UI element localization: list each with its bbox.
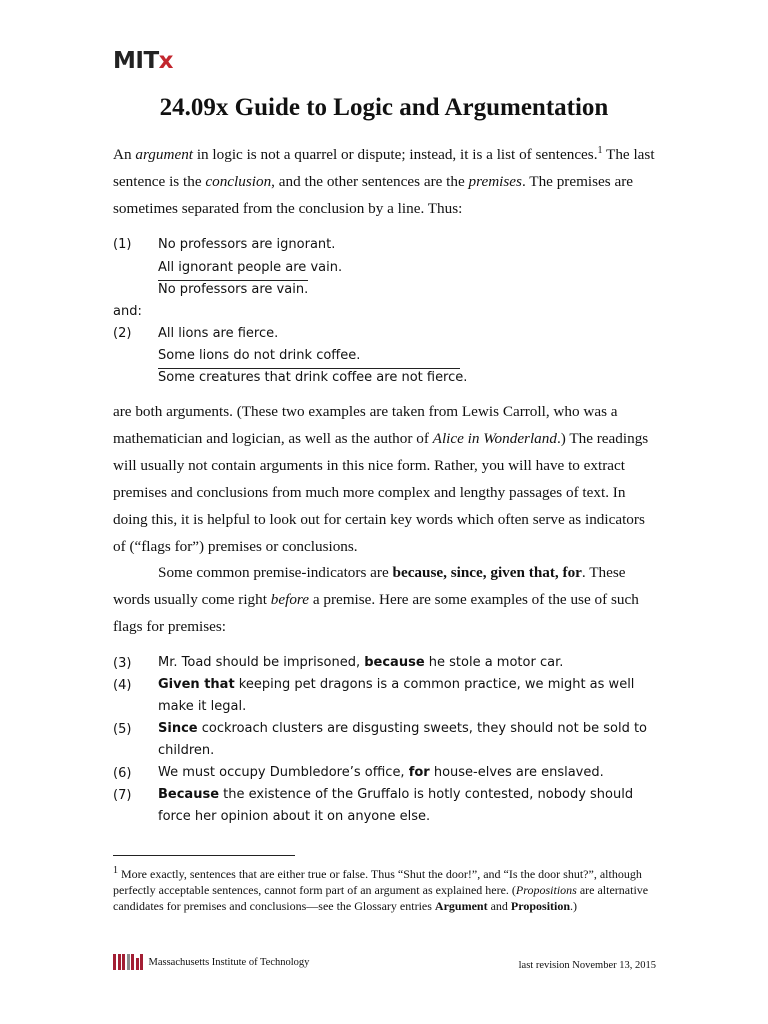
example-5 bbox=[158, 718, 658, 762]
footnote-text-1: More exactly, sentences that are either true or false. Thus “Shut the door!”, and “Is the door shut?”, although perfectly acceptable sentences, cannot form part of an argument as explained here. ( bbox=[113, 867, 642, 897]
example-7-post: the existence of the Gruffalo is hotly contested, nobody should force her opinion about it on anyone else. bbox=[158, 787, 634, 824]
argument-1-number: (1) bbox=[113, 237, 132, 252]
argument-2-divider bbox=[158, 368, 460, 369]
example-4 bbox=[158, 674, 658, 718]
example-3-post: he stole a motor car. bbox=[424, 655, 564, 670]
example-3-number: (3) bbox=[113, 656, 132, 671]
document-title: 24.09x Guide to Logic and Argumentation bbox=[159, 94, 609, 121]
example-4-keyword: Given that bbox=[158, 677, 235, 692]
glossary-entry-argument: Argument bbox=[434, 899, 488, 913]
example-3-keyword: because bbox=[364, 655, 425, 670]
mitx-logo bbox=[113, 50, 173, 73]
mit-logo-icon bbox=[113, 954, 145, 970]
explanation-paragraph bbox=[113, 398, 658, 560]
glossary-entry-proposition: Proposition bbox=[510, 899, 571, 913]
footnote bbox=[113, 866, 658, 914]
example-7-number: (7) bbox=[113, 788, 132, 803]
example-6-post: house-elves are enslaved. bbox=[429, 765, 604, 780]
example-3-pre: Mr. Toad should be imprisoned, bbox=[158, 655, 365, 670]
revision-date: last revision November 13, 2015 bbox=[518, 960, 656, 971]
argument-2-conclusion: Some creatures that drink coffee are not fierce. bbox=[158, 370, 468, 385]
indicators-text-1: Some common premise-indicators are bbox=[158, 564, 393, 581]
example-5-post: cockroach clusters are disgusting sweets, they should not be sold to children. bbox=[158, 721, 647, 758]
intro-paragraph bbox=[113, 141, 658, 222]
example-5-number: (5) bbox=[113, 722, 132, 737]
example-5-keyword: Since bbox=[158, 721, 198, 736]
example-6-pre: We must occupy Dumbledore’s office, bbox=[158, 765, 409, 780]
logo-x: x bbox=[158, 48, 173, 74]
logo-prefix: MIT bbox=[113, 48, 159, 74]
term-conclusion: conclusion bbox=[205, 173, 272, 190]
term-propositions: Propositions bbox=[515, 883, 577, 897]
argument-1-conclusion: No professors are vain. bbox=[158, 282, 309, 297]
example-7 bbox=[158, 784, 658, 828]
example-6-keyword: for bbox=[408, 765, 430, 780]
intro-text-5: . The premises are sometimes separated from the conclusion by a line. Thus: bbox=[113, 173, 634, 217]
intro-text-1: An bbox=[113, 146, 136, 163]
indicators-text-2: . These words usually come right bbox=[113, 564, 626, 608]
argument-2-number: (2) bbox=[113, 326, 132, 341]
argument-1-divider bbox=[158, 280, 308, 281]
term-premises: premises bbox=[468, 173, 522, 190]
institution-name: Massachusetts Institute of Technology bbox=[148, 956, 310, 968]
and-label: and: bbox=[113, 304, 142, 319]
example-6-number: (6) bbox=[113, 766, 132, 781]
footnote-text-3: and bbox=[487, 899, 511, 913]
explanation-text-1: are both arguments. (These two examples are taken from Lewis Carroll, who was a mathematician and logician, as well as the author of bbox=[113, 403, 618, 447]
term-before: before bbox=[270, 591, 310, 608]
footnote-text-2: are alternative candidates for premises and conclusions—see the Glossary entries bbox=[113, 883, 649, 913]
book-title: Alice in Wonderland bbox=[432, 430, 557, 447]
argument-1-premise-1: No professors are ignorant. bbox=[158, 237, 336, 252]
example-4-post: keeping pet dragons is a common practice, we might as well make it legal. bbox=[158, 677, 635, 714]
indicators-text-3: a premise. Here are some examples of the use of such flags for premises: bbox=[113, 591, 639, 635]
footnote-marker: 1 bbox=[113, 865, 118, 876]
footnote-reference[interactable]: 1 bbox=[597, 144, 603, 156]
footnote-divider bbox=[113, 855, 295, 856]
intro-text-4: , and the other sentences are the bbox=[271, 173, 469, 190]
premise-indicator-keywords: because, since, given that, for bbox=[392, 564, 582, 581]
footer-institution bbox=[113, 954, 309, 970]
intro-text-2: in logic is not a quarrel or dispute; instead, it is a list of sentences. bbox=[193, 146, 598, 163]
argument-2-premise-1: All lions are fierce. bbox=[158, 326, 279, 341]
example-7-keyword: Because bbox=[158, 787, 220, 802]
term-argument: argument bbox=[135, 146, 194, 163]
footnote-text-4: .) bbox=[570, 899, 578, 913]
example-3 bbox=[158, 652, 658, 674]
intro-text-3: The last sentence is the bbox=[113, 146, 655, 190]
example-4-number: (4) bbox=[113, 678, 132, 693]
explanation-text-2: .) The readings will usually not contain arguments in this nice form. Rather, you will have to extract premises and conclusions from much more complex and lengthy passages of text. In doing this, it is helpful to look out for certain key words which often serve as indicators of (“flags for”) premises or conclusions. bbox=[113, 430, 649, 555]
argument-1-premise-2: All ignorant people are vain. bbox=[158, 260, 343, 275]
example-6 bbox=[158, 762, 658, 784]
argument-2-premise-2: Some lions do not drink coffee. bbox=[158, 348, 361, 363]
indicators-paragraph bbox=[113, 559, 658, 640]
